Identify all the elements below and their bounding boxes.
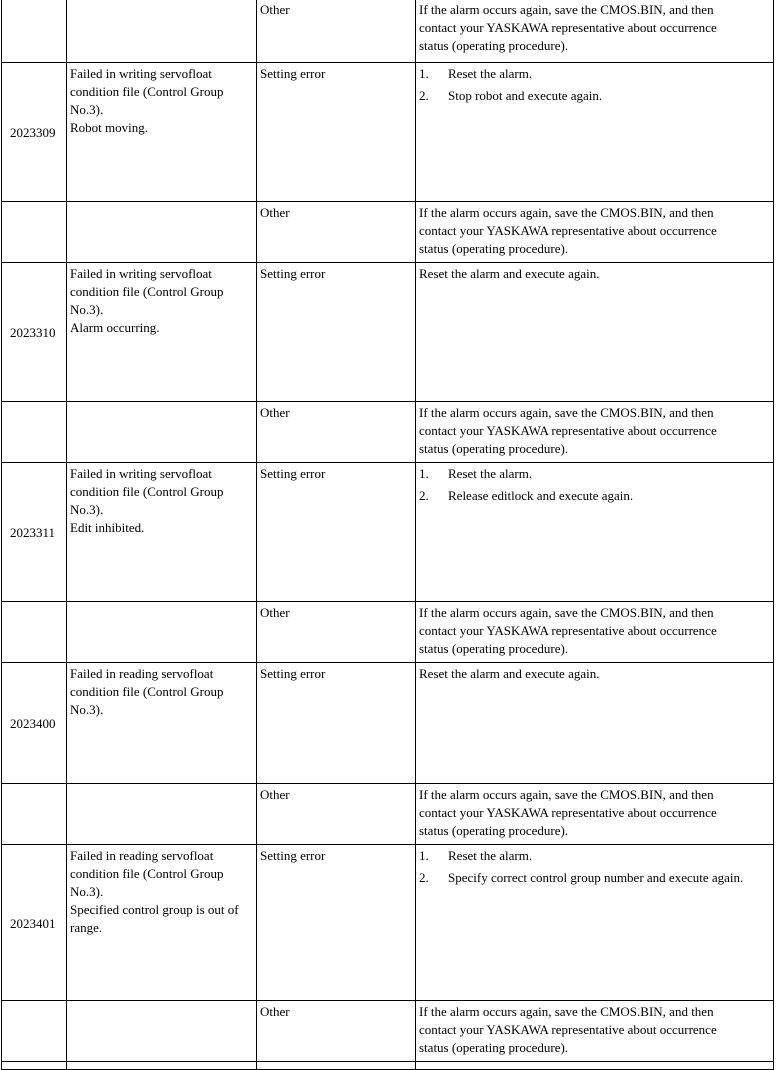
alarm-code: 2023401 <box>10 915 56 931</box>
remedy-step-number: 1. <box>419 848 429 863</box>
table-row <box>2 1062 774 1070</box>
remedy-step-text: Stop robot and execute again. <box>448 88 603 103</box>
alarm-description-line: Failed in writing servofloat <box>70 266 212 281</box>
alarm-cause: Other <box>260 787 290 802</box>
alarm-remedy-cell <box>416 0 774 63</box>
remedy-line: Reset the alarm and execute again. <box>419 266 600 281</box>
remedy-step <box>419 847 770 865</box>
alarm-description-line: condition file (Control Group <box>70 84 224 99</box>
alarm-cause: Other <box>260 205 290 220</box>
alarm-remedy-cell <box>416 1062 774 1070</box>
alarm-description-line: Failed in reading servofloat <box>70 666 214 681</box>
alarm-remedy-cell <box>416 784 774 845</box>
alarm-cause: Setting error <box>260 266 326 281</box>
alarm-remedy-cell <box>416 602 774 663</box>
remedy-step-number: 1. <box>419 466 429 481</box>
alarm-code-cell <box>2 0 67 63</box>
alarm-code: 2023309 <box>10 125 56 140</box>
remedy-step <box>419 487 770 505</box>
alarm-description-cell <box>67 463 257 602</box>
alarm-remedy-cell <box>416 1001 774 1062</box>
alarm-description-line: No.3). <box>70 702 104 717</box>
table-row <box>2 202 774 263</box>
alarm-cause: Setting error <box>260 466 326 481</box>
alarm-description-cell <box>67 602 257 663</box>
remedy-step-number: 2. <box>419 488 429 503</box>
remedy-line: status (operating procedure). <box>419 441 569 456</box>
remedy-step-text: Reset the alarm. <box>448 848 533 863</box>
remedy-line: status (operating procedure). <box>419 823 569 838</box>
alarm-remedy-cell <box>416 402 774 463</box>
alarm-table-body <box>2 0 774 1070</box>
alarm-code-cell <box>2 463 67 602</box>
alarm-code-cell <box>2 663 67 784</box>
alarm-code-cell <box>2 202 67 263</box>
remedy-line: If the alarm occurs again, save the CMOS.BIN, and then <box>419 2 714 17</box>
remedy-line: contact your YASKAWA representative about occurrence <box>419 20 717 35</box>
alarm-cause-cell <box>257 463 416 602</box>
alarm-description-cell <box>67 1001 257 1062</box>
alarm-code-cell <box>2 263 67 402</box>
remedy-line: Reset the alarm and execute again. <box>419 666 600 681</box>
alarm-description-line: Failed in writing servofloat <box>70 66 212 81</box>
remedy-line: contact your YASKAWA representative about occurrence <box>419 223 717 238</box>
table-row <box>2 663 774 784</box>
alarm-description-cell <box>67 0 257 63</box>
alarm-code-cell <box>2 1001 67 1062</box>
alarm-description-cell <box>67 663 257 784</box>
alarm-code: 2023310 <box>10 325 56 340</box>
alarm-description-line: No.3). <box>70 102 104 117</box>
alarm-cause: Setting error <box>260 66 326 81</box>
alarm-cause-cell <box>257 1062 416 1070</box>
alarm-description-line: Failed in reading servofloat <box>70 848 214 863</box>
alarm-description-cell <box>67 402 257 463</box>
remedy-line: contact your YASKAWA representative about occurrence <box>419 423 717 438</box>
remedy-step <box>419 465 770 483</box>
remedy-line: If the alarm occurs again, save the CMOS.BIN, and then <box>419 205 714 220</box>
remedy-line: status (operating procedure). <box>419 641 569 656</box>
alarm-cause-cell <box>257 845 416 1001</box>
alarm-description-cell <box>67 63 257 202</box>
remedy-line: contact your YASKAWA representative about occurrence <box>419 623 717 638</box>
table-row <box>2 845 774 1001</box>
alarm-code-cell <box>2 402 67 463</box>
alarm-description-line: condition file (Control Group <box>70 484 224 499</box>
alarm-description-line: Failed in writing servofloat <box>70 466 212 481</box>
alarm-cause-cell <box>257 202 416 263</box>
alarm-cause-cell <box>257 0 416 63</box>
remedy-steps-list <box>419 65 770 105</box>
alarm-table <box>1 0 774 1070</box>
alarm-remedy-cell <box>416 63 774 202</box>
alarm-description-line: Robot moving. <box>70 120 149 135</box>
remedy-line: If the alarm occurs again, save the CMOS.BIN, and then <box>419 405 714 420</box>
table-row <box>2 63 774 202</box>
alarm-code-cell <box>2 63 67 202</box>
remedy-steps-list <box>419 847 770 887</box>
remedy-step-text: Reset the alarm. <box>448 466 533 481</box>
alarm-description-line: Edit inhibited. <box>70 520 145 535</box>
remedy-step-text: Reset the alarm. <box>448 66 533 81</box>
alarm-description-line: range. <box>70 920 103 935</box>
alarm-remedy-cell <box>416 263 774 402</box>
alarm-cause: Other <box>260 1004 290 1019</box>
alarm-cause: Setting error <box>260 666 326 681</box>
remedy-step-text: Specify correct control group number and execute again. <box>448 870 744 885</box>
alarm-remedy-cell <box>416 845 774 1001</box>
remedy-step <box>419 65 770 83</box>
alarm-description-line: Alarm occurring. <box>70 320 160 335</box>
alarm-remedy-cell <box>416 202 774 263</box>
remedy-line: contact your YASKAWA representative about occurrence <box>419 1022 717 1037</box>
alarm-description-cell <box>67 1062 257 1070</box>
remedy-steps-list <box>419 465 770 505</box>
alarm-code-cell <box>2 602 67 663</box>
table-row <box>2 1001 774 1062</box>
alarm-cause-cell <box>257 784 416 845</box>
alarm-cause-cell <box>257 602 416 663</box>
remedy-step-number: 1. <box>419 66 429 81</box>
remedy-line: If the alarm occurs again, save the CMOS.BIN, and then <box>419 787 714 802</box>
alarm-cause-cell <box>257 402 416 463</box>
alarm-remedy-cell <box>416 463 774 602</box>
alarm-description-line: No.3). <box>70 502 104 517</box>
remedy-line: status (operating procedure). <box>419 241 569 256</box>
remedy-line: If the alarm occurs again, save the CMOS.BIN, and then <box>419 1004 714 1019</box>
table-row <box>2 784 774 845</box>
remedy-step <box>419 869 770 887</box>
alarm-cause-cell <box>257 663 416 784</box>
remedy-step-number: 2. <box>419 88 429 103</box>
alarm-cause: Other <box>260 2 290 17</box>
remedy-line: contact your YASKAWA representative about occurrence <box>419 805 717 820</box>
alarm-code-cell <box>2 784 67 845</box>
alarm-cause: Other <box>260 605 290 620</box>
remedy-step-text: Release editlock and execute again. <box>448 488 634 503</box>
table-row <box>2 402 774 463</box>
alarm-cause: Setting error <box>260 848 326 863</box>
alarm-description-line: No.3). <box>70 884 104 899</box>
alarm-code: 2023400 <box>10 716 56 731</box>
alarm-description-line: condition file (Control Group <box>70 284 224 299</box>
remedy-line: status (operating procedure). <box>419 38 569 53</box>
remedy-line: If the alarm occurs again, save the CMOS.BIN, and then <box>419 605 714 620</box>
alarm-description-line: condition file (Control Group <box>70 866 224 881</box>
alarm-description-cell <box>67 263 257 402</box>
alarm-code-cell <box>2 845 67 1001</box>
alarm-description-cell <box>67 202 257 263</box>
alarm-description-line: No.3). <box>70 302 104 317</box>
alarm-cause-cell <box>257 1001 416 1062</box>
table-row <box>2 463 774 602</box>
table-row <box>2 0 774 63</box>
alarm-description-cell <box>67 784 257 845</box>
remedy-line: status (operating procedure). <box>419 1040 569 1055</box>
table-row <box>2 263 774 402</box>
alarm-description-line: Specified control group is out of <box>70 902 239 917</box>
remedy-step <box>419 87 770 105</box>
alarm-description-line: condition file (Control Group <box>70 684 224 699</box>
alarm-remedy-cell <box>416 663 774 784</box>
alarm-cause: Other <box>260 405 290 420</box>
alarm-code-cell <box>2 1062 67 1070</box>
alarm-cause-cell <box>257 263 416 402</box>
alarm-code: 2023311 <box>10 525 56 540</box>
table-row <box>2 602 774 663</box>
remedy-step-number: 2. <box>419 870 429 885</box>
alarm-description-cell <box>67 845 257 1001</box>
alarm-cause-cell <box>257 63 416 202</box>
